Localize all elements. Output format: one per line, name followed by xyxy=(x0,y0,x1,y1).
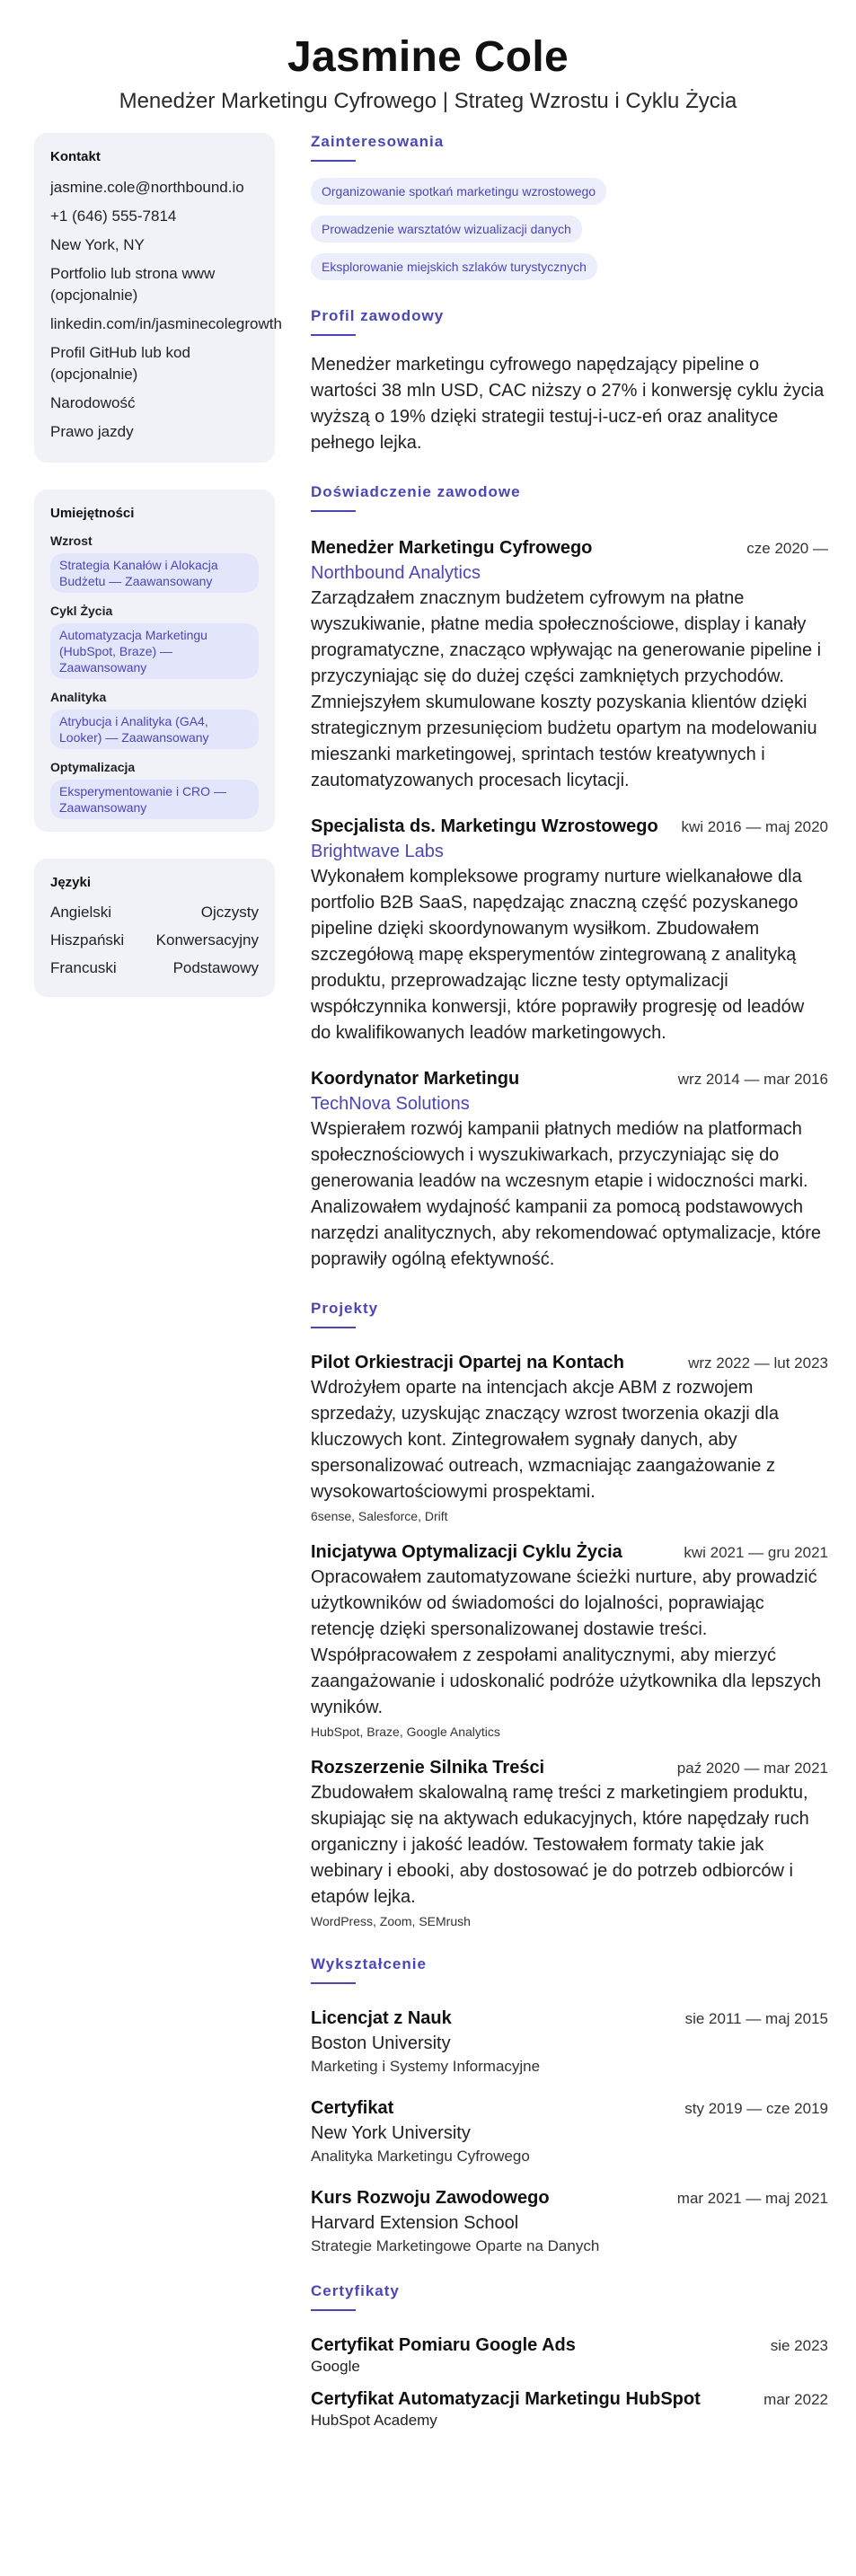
contact-nationality: Narodowość xyxy=(50,394,136,411)
profile-section xyxy=(311,307,828,456)
section-title: Projekty xyxy=(311,1300,379,1317)
language-level: Podstawowy xyxy=(172,959,259,976)
section-rule xyxy=(311,160,356,162)
profile-text: Menedżer marketingu cyfrowego napędzający pipeline o wartości 38 mln USD, CAC niższy o 27% i konwersję cyklu życia wyższą o 19% dzięki strategii testuj-i-ucz-eń oraz analityce pełnego lejka. xyxy=(311,355,825,453)
skill-pill: Eksperymentowanie i CRO — Zaawansowany xyxy=(50,780,259,819)
language-row xyxy=(50,958,259,978)
entry-date: mar 2022 xyxy=(763,2391,828,2408)
skill-category: Wzrost xyxy=(50,534,93,548)
skill-category: Cykl Życia xyxy=(50,604,113,618)
project-entry xyxy=(311,1539,828,1739)
skill-pill: Automatyzacja Marketingu (HubSpot, Braze) — Zaawansowany xyxy=(50,623,259,679)
skill-category: Optymalizacja xyxy=(50,760,136,774)
contact-email[interactable]: jasmine.cole@northbound.io xyxy=(50,179,244,196)
section-title: Certyfikaty xyxy=(311,2282,400,2299)
entry-date: kwi 2016 — maj 2020 xyxy=(681,818,828,835)
skill-group-optimization xyxy=(50,760,259,819)
resume-header xyxy=(0,0,856,115)
experience-section xyxy=(311,483,828,1273)
skill-group-lifecycle xyxy=(50,604,259,679)
education-entry xyxy=(311,2185,828,2255)
skills-card xyxy=(34,490,275,832)
education-entry xyxy=(311,2006,828,2076)
interest-pill: Eksplorowanie miejskich szlaków turystycznych xyxy=(311,253,597,280)
entry-company: TechNova Solutions xyxy=(311,1094,470,1114)
entry-title: Koordynator Marketingu xyxy=(311,1069,520,1089)
section-rule xyxy=(311,334,356,336)
entry-tools: HubSpot, Braze, Google Analytics xyxy=(311,1725,500,1739)
entry-date: sie 2023 xyxy=(770,2337,828,2354)
skills-title: Umiejętności xyxy=(50,506,135,521)
contact-linkedin[interactable]: linkedin.com/in/jasminecolegrowth xyxy=(50,315,282,332)
contact-card xyxy=(34,133,282,463)
project-entry xyxy=(311,1350,828,1523)
language-row xyxy=(50,931,259,950)
language-name: Hiszpański xyxy=(50,931,125,948)
entry-title: Certyfikat Automatyzacji Marketingu HubSpot xyxy=(311,2389,701,2409)
section-rule xyxy=(311,2309,356,2311)
section-rule xyxy=(311,510,356,512)
entry-title: Certyfikat xyxy=(311,2098,394,2118)
entry-date: kwi 2021 — gru 2021 xyxy=(684,1544,828,1561)
interest-pill: Organizowanie spotkań marketingu wzrostowego xyxy=(311,178,606,205)
entry-date: cze 2020 — xyxy=(746,540,828,557)
entry-school: Boston University xyxy=(311,2033,451,2053)
entry-title: Pilot Orkiestracji Opartej na Kontach xyxy=(311,1353,624,1372)
experience-entry xyxy=(311,535,828,794)
projects-section xyxy=(311,1300,828,1928)
contact-title: Kontakt xyxy=(50,149,101,164)
entry-tools: 6sense, Salesforce, Drift xyxy=(311,1509,448,1523)
certificate-issuer: HubSpot Academy xyxy=(311,2412,437,2429)
contact-github: Profil GitHub lub kod (opcjonalnie) xyxy=(50,344,190,383)
experience-entry xyxy=(311,814,828,1046)
languages-card xyxy=(34,859,275,997)
language-name: Angielski xyxy=(50,904,112,921)
contact-location: New York, NY xyxy=(50,236,145,253)
entry-date: sty 2019 — cze 2019 xyxy=(684,2100,828,2117)
entry-date: mar 2021 — maj 2021 xyxy=(676,2190,828,2207)
certificates-section xyxy=(311,2282,828,2430)
interest-pill: Prowadzenie warsztatów wizualizacji danych xyxy=(311,216,582,243)
language-level: Konwersacyjny xyxy=(155,931,259,948)
education-entry xyxy=(311,2095,828,2166)
entry-description: Wykonałem kompleksowe programy nurture wielkanałowe dla portfolio B2B SaaS, napędzając znaczną część pozyskanego pipeline dzięki skoordynowanym wysiłkom. Zbudowałem szczegółową mapę eksperymentów zintegrowaną z analityką produktu, przeprowadzając liczne testy optymalizacji współczynnika konwersji, które poprawiły progresję od leadów do kwalifikowanych leadów marketingowych. xyxy=(311,867,805,1043)
section-title: Profil zawodowy xyxy=(311,307,445,324)
interests-section xyxy=(311,133,828,291)
entry-company: Brightwave Labs xyxy=(311,842,444,861)
languages-title: Języki xyxy=(50,875,92,890)
skill-pill: Atrybucja i Analityka (GA4, Looker) — Zaawansowany xyxy=(50,710,259,749)
entry-title: Certyfikat Pomiaru Google Ads xyxy=(311,2335,576,2355)
contact-driving-license: Prawo jazdy xyxy=(50,423,134,440)
language-level: Ojczysty xyxy=(200,904,259,921)
entry-description: Zarządzałem znacznym budżetem cyfrowym na płatne wyszukiwanie, płatne media społecznościowe, display i kanały programatyczne, znacząco wpływając na generowanie pipeline i przyczyniając się do dużej części zamkniętych przychodów. Zmniejszyłem skumulowane koszty pozyskania klientów dzięki strategicznym przesunięciom budżetu opartym na modelowaniu mieszanki marketingowej, sprintach testów kreatywnych i zautomatyzowanych procesach licytacji. xyxy=(311,588,822,790)
entry-date: paź 2020 — mar 2021 xyxy=(676,1760,828,1777)
entry-title: Specjalista ds. Marketingu Wzrostowego xyxy=(311,816,658,836)
candidate-subtitle: Menedżer Marketingu Cyfrowego | Strateg Wzrostu i Cyklu Życia xyxy=(119,89,737,113)
entry-description: Zbudowałem skalowalną ramę treści z marketingiem produktu, skupiając się na aktywach edukacyjnych, które napędzały ruch organiczny i jakość leadów. Testowałem formaty takie jak webinary i ebooki, aby dostosować je do potrzeb odbiorców i etapów lejka. xyxy=(311,1783,809,1907)
skill-group-growth xyxy=(50,534,259,593)
skill-group-analytics xyxy=(50,690,259,749)
entry-tools: WordPress, Zoom, SEMrush xyxy=(311,1914,471,1928)
section-title: Zainteresowania xyxy=(311,133,445,150)
section-title: Wykształcenie xyxy=(311,1955,427,1972)
entry-title: Rozszerzenie Silnika Treści xyxy=(311,1758,545,1778)
entry-title: Menedżer Marketingu Cyfrowego xyxy=(311,538,593,558)
entry-school: Harvard Extension School xyxy=(311,2213,519,2233)
contact-portfolio: Portfolio lub strona www (opcjonalnie) xyxy=(50,265,216,304)
experience-entry xyxy=(311,1066,828,1273)
entry-title: Kurs Rozwoju Zawodowego xyxy=(311,2188,550,2208)
section-title: Doświadczenie zawodowe xyxy=(311,483,521,500)
entry-description: Wdrożyłem oparte na intencjach akcje ABM z rozwojem sprzedaży, uzyskując znaczący wzrost tworzenia okazji dla kluczowych kont. Zintegrowałem sygnały danych, aby spersonalizować outreach, wzmacniając zaangażowanie z wysokowartościowymi prospektami. xyxy=(311,1378,779,1502)
skill-pill: Strategia Kanałów i Alokacja Budżetu — Zaawansowany xyxy=(50,553,259,593)
certificate-entry xyxy=(311,2333,828,2376)
language-row xyxy=(50,903,259,922)
project-entry xyxy=(311,1755,828,1928)
sidebar xyxy=(34,133,282,1024)
section-rule xyxy=(311,1327,356,1328)
entry-title: Licencjat z Nauk xyxy=(311,2008,452,2028)
entry-date: wrz 2022 — lut 2023 xyxy=(688,1354,828,1372)
candidate-name: Jasmine Cole xyxy=(287,33,569,81)
entry-date: sie 2011 — maj 2015 xyxy=(684,2010,828,2027)
entry-description: Opracowałem zautomatyzowane ścieżki nurture, aby prowadzić użytkowników od świadomości do lojalności, poprawiając retencję dzięki spersonalizowanej dostawie treści. Współpracowałem z zespołami analitycznymi, aby mierzyć zaangażowanie i udoskonalić podróże użytkownika dla lepszych wyników. xyxy=(311,1567,822,1717)
entry-field: Marketing i Systemy Informacyjne xyxy=(311,2058,541,2075)
language-name: Francuski xyxy=(50,959,117,976)
certificate-issuer: Google xyxy=(311,2358,360,2375)
main-column xyxy=(311,133,828,2457)
entry-school: New York University xyxy=(311,2123,471,2143)
contact-phone: +1 (646) 555-7814 xyxy=(50,207,177,225)
education-section xyxy=(311,1955,828,2255)
entry-company: Northbound Analytics xyxy=(311,563,481,583)
entry-date: wrz 2014 — mar 2016 xyxy=(677,1071,828,1088)
entry-description: Wspierałem rozwój kampanii płatnych mediów na platformach społecznościowych i wyszukiwarkach, przyczyniając się do generowania leadów na wczesnym etapie i widoczności marki. Analizowałem wydajność kampanii za pomocą podstawowych narzędzi analitycznych, aby rekomendować optymalizacje, które poprawiły ogólną efektywność. xyxy=(311,1119,822,1269)
entry-field: Strategie Marketingowe Oparte na Danych xyxy=(311,2237,600,2254)
section-rule xyxy=(311,1982,356,1984)
entry-field: Analityka Marketingu Cyfrowego xyxy=(311,2148,530,2165)
certificate-entry xyxy=(311,2386,828,2430)
entry-title: Inicjatywa Optymalizacji Cyklu Życia xyxy=(311,1542,622,1562)
skill-category: Analityka xyxy=(50,690,107,704)
